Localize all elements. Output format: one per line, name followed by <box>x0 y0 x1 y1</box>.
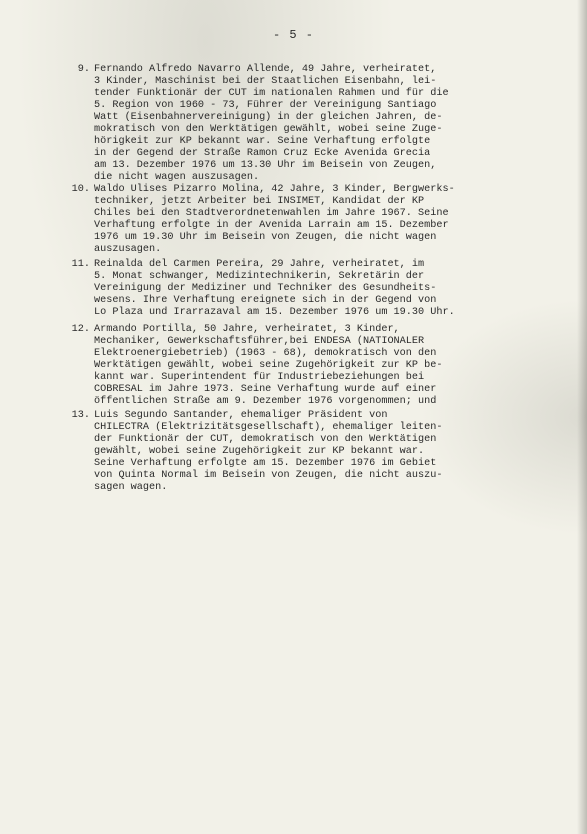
list-item-13 <box>64 410 510 494</box>
list-item-9 <box>64 64 510 184</box>
text-line: sagen wagen. <box>94 482 168 493</box>
text-line: 5. Monat schwanger, Medizintechnikerin, Sekretärin der <box>94 271 425 282</box>
text-line: Watt (Eisenbahnervereinigung) in der gleichen Jahren, de- <box>94 112 443 123</box>
text-line: CHILECTRA (Elektrizitätsgesellschaft), ehemaliger leiten- <box>94 422 443 433</box>
text-line: am 13. Dezember 1976 um 13.30 Uhr im Beisein von Zeugen, <box>94 160 437 171</box>
text-line: gewählt, wobei seine Zugehörigkeit zur KP bekannt war. <box>94 446 425 457</box>
item-text <box>94 410 510 494</box>
text-line: Verhaftung erfolgte in der Avenida Larrain am 15. Dezember <box>94 220 449 231</box>
text-line: Fernando Alfredo Navarro Allende, 49 Jahre, verheiratet, <box>94 64 437 75</box>
text-line: die nicht wagen auszusagen. <box>94 172 260 183</box>
text-line: der Funktionär der CUT, demokratisch von den Werktätigen <box>94 434 437 445</box>
list-item-10 <box>64 184 510 256</box>
item-number: 12. <box>71 324 90 335</box>
item-text <box>94 259 510 319</box>
text-line: in der Gegend der Straße Ramon Cruz Ecke Avenida Grecia <box>94 148 431 159</box>
page-edge-shadow <box>577 0 587 834</box>
text-line: 5. Region von 1960 - 73, Führer der Vereinigung Santiago <box>94 100 437 111</box>
item-number: 11. <box>71 259 90 270</box>
text-line: hörigkeit zur KP bekannt war. Seine Verhaftung erfolgte <box>94 136 431 147</box>
text-line: Vereinigung der Mediziner und Techniker des Gesundheits- <box>94 283 437 294</box>
text-line: Waldo Ulises Pizarro Molina, 42 Jahre, 3 Kinder, Bergwerks- <box>94 184 455 195</box>
list-item-11 <box>64 259 510 319</box>
text-line: von Quinta Normal im Beisein von Zeugen, die nicht auszu- <box>94 470 443 481</box>
text-line: wesens. Ihre Verhaftung ereignete sich in der Gegend von <box>94 295 437 306</box>
text-line: Werktätigen gewählt, wobei seine Zugehörigkeit zur KP be- <box>94 360 443 371</box>
text-line: auszusagen. <box>94 244 162 255</box>
list-item-12 <box>64 324 510 408</box>
item-text <box>94 64 510 184</box>
text-line: 1976 um 19.30 Uhr im Beisein von Zeugen, die nicht wagen <box>94 232 437 243</box>
item-number: 10. <box>71 184 90 195</box>
text-line: Seine Verhaftung erfolgte am 15. Dezember 1976 im Gebiet <box>94 458 437 469</box>
item-number: 9. <box>77 64 90 75</box>
item-text <box>94 324 510 408</box>
text-line: Chiles bei den Stadtverordnetenwahlen im Jahre 1967. Seine <box>94 208 449 219</box>
text-line: tender Funktionär der CUT im nationalen Rahmen und für die <box>94 88 449 99</box>
text-line: techniker, jetzt Arbeiter bei INSIMET, Kandidat der KP <box>94 196 425 207</box>
text-line: mokratisch von den Werktätigen gewählt, wobei seine Zuge- <box>94 124 443 135</box>
text-line: Lo Plaza und Irarrazaval am 15. Dezember 1976 um 19.30 Uhr. <box>94 307 455 318</box>
item-text <box>94 184 510 256</box>
text-line: Armando Portilla, 50 Jahre, verheiratet, 3 Kinder, <box>94 324 400 335</box>
text-line: Mechaniker, Gewerkschaftsführer,bei ENDESA (NATIONALER <box>94 336 425 347</box>
item-number: 13. <box>71 410 90 421</box>
text-line: öffentlichen Straße am 9. Dezember 1976 vorgenommen; und <box>94 396 437 407</box>
text-line: 3 Kinder, Maschinist bei der Staatlichen Eisenbahn, lei- <box>94 76 437 87</box>
text-line: COBRESAL im Jahre 1973. Seine Verhaftung wurde auf einer <box>94 384 437 395</box>
text-line: kannt war. Superintendent für Industriebeziehungen bei <box>94 372 425 383</box>
text-line: Reinalda del Carmen Pereira, 29 Jahre, verheiratet, im <box>94 259 425 270</box>
text-line: Elektroenergiebetrieb) (1963 - 68), demokratisch von den <box>94 348 437 359</box>
text-line: Luis Segundo Santander, ehemaliger Präsident von <box>94 410 388 421</box>
page-number: - 5 - <box>272 28 314 42</box>
